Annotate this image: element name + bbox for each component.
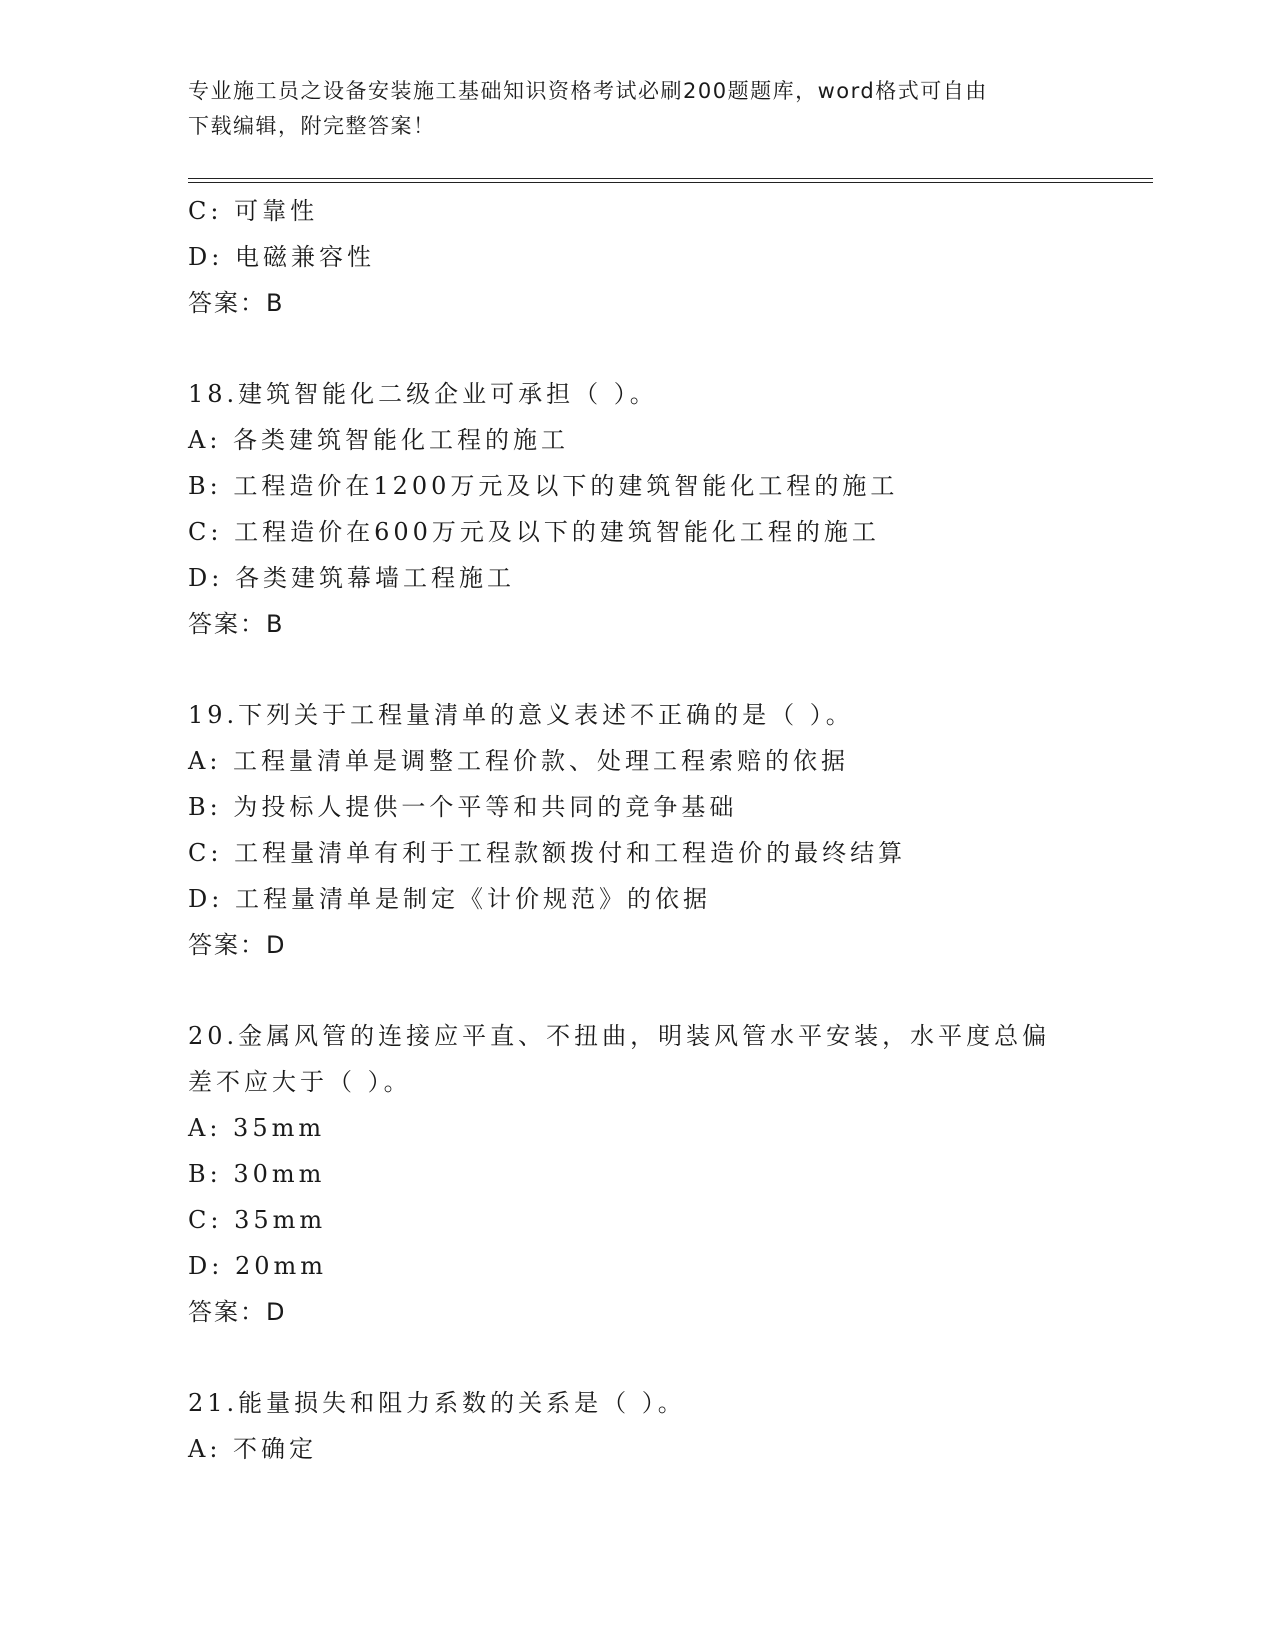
question-20 (188, 1013, 1148, 1335)
question-18 (188, 371, 1148, 647)
spacer (188, 968, 1148, 1013)
header-divider-bottom (188, 182, 1153, 183)
answer: 答案：D (188, 931, 287, 959)
answer: 答案：D (188, 1298, 287, 1326)
option-d: D: 20mm (188, 1252, 328, 1280)
question-stem-line-1: 20.金属风管的连接应平直、不扭曲，明装风管水平安装，水平度总偏 (188, 1022, 1051, 1050)
option-c: C: 工程造价在600万元及以下的建筑智能化工程的施工 (188, 518, 880, 546)
option-a: A: 各类建筑智能化工程的施工 (188, 426, 570, 454)
document-header (188, 74, 1088, 144)
question-stem-line-2: 差不应大于（ ）。 (188, 1068, 412, 1096)
question-stem: 21.能量损失和阻力系数的关系是（ ）。 (188, 1389, 686, 1417)
spacer (188, 326, 1148, 371)
option-b: B: 30mm (188, 1160, 326, 1188)
header-title-line-1: 专业施工员之设备安装施工基础知识资格考试必刷200题题库，word格式可自由 (188, 79, 988, 103)
question-21 (188, 1380, 1148, 1472)
option-a: A: 不确定 (188, 1435, 318, 1463)
question-list (188, 188, 1148, 1472)
header-title-line-2: 下载编辑，附完整答案！ (188, 114, 436, 138)
answer: 答案：B (188, 289, 285, 317)
question-stem: 19.下列关于工程量清单的意义表述不正确的是（ ）。 (188, 701, 854, 729)
answer: 答案：B (188, 610, 285, 638)
question-17-tail (188, 188, 1148, 326)
option-d: D: 电磁兼容性 (188, 243, 375, 271)
option-d: D: 工程量清单是制定《计价规范》的依据 (188, 885, 711, 913)
question-19 (188, 692, 1148, 968)
option-c: C: 工程量清单有利于工程款额拨付和工程造价的最终结算 (188, 839, 907, 867)
option-a: A: 35mm (188, 1114, 326, 1142)
spacer (188, 1335, 1148, 1380)
spacer (188, 647, 1148, 692)
option-b: B: 工程造价在1200万元及以下的建筑智能化工程的施工 (188, 472, 899, 500)
option-a: A: 工程量清单是调整工程价款、处理工程索赔的依据 (188, 747, 850, 775)
option-c: C: 35mm (188, 1206, 327, 1234)
option-d: D: 各类建筑幕墙工程施工 (188, 564, 515, 592)
option-c: C: 可靠性 (188, 197, 319, 225)
question-stem: 18.建筑智能化二级企业可承担（ ）。 (188, 380, 658, 408)
option-b: B: 为投标人提供一个平等和共同的竞争基础 (188, 793, 738, 821)
header-divider-top (188, 178, 1153, 179)
